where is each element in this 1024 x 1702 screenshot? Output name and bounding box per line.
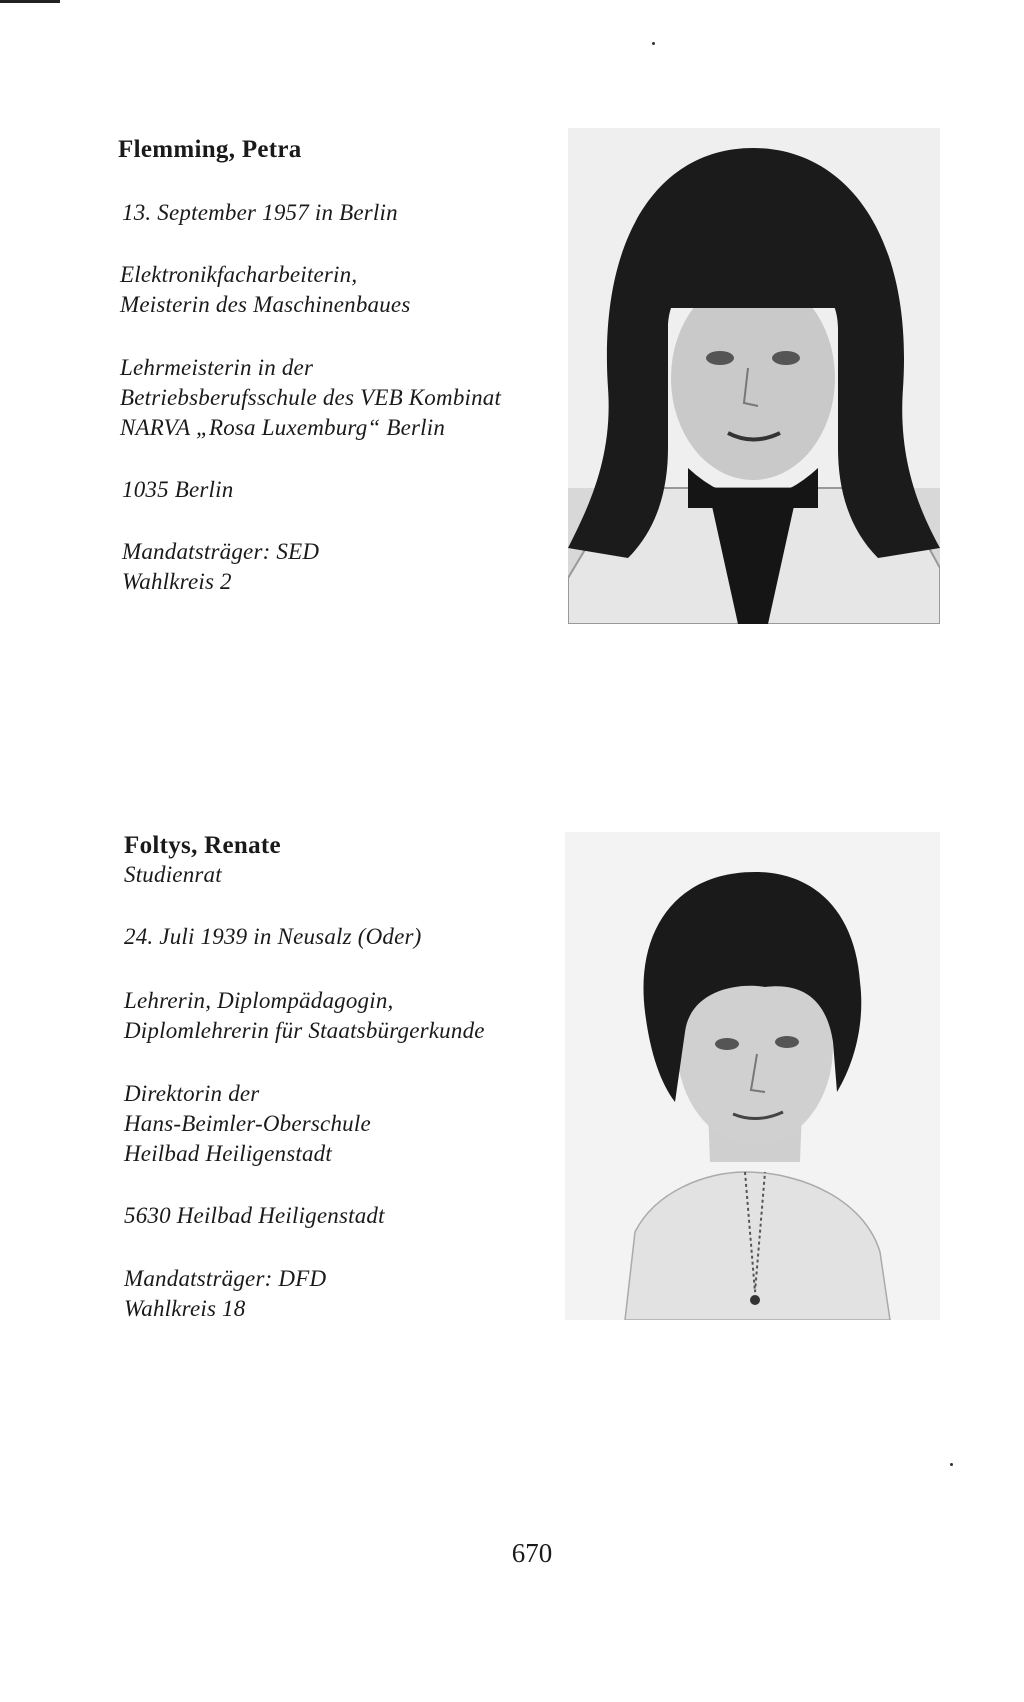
- entry-qualification-line: Diplomlehrerin für Staatsbürgerkunde: [124, 1018, 485, 1043]
- entry-mandate: Mandatsträger: DFD: [124, 1266, 327, 1291]
- entry-occupation-line: NARVA „Rosa Luxemburg“ Berlin: [120, 415, 446, 440]
- entry-name: Foltys, Renate: [124, 832, 281, 859]
- entry-occupation-line: Heilbad Heiligenstadt: [124, 1141, 332, 1166]
- entry-birth: 24. Juli 1939 in Neusalz (Oder): [124, 924, 422, 949]
- portrait-photo: [568, 128, 940, 624]
- page-number: 670: [511, 1538, 553, 1568]
- entry-qualification-line: Lehrerin, Diplompädagogin,: [124, 988, 394, 1013]
- entry-occupation-line: Lehrmeisterin in der: [120, 355, 314, 380]
- entry-qualification-line: Elektronikfacharbeiterin,: [120, 262, 358, 287]
- entry-occupation-line: Hans-Beimler-Oberschule: [124, 1111, 371, 1136]
- portrait-photo: [565, 832, 940, 1320]
- page-corner-mark: [0, 0, 60, 3]
- entry-occupation-line: Direktorin der: [124, 1081, 260, 1106]
- entry-occupation-line: Betriebsberufsschule des VEB Kombinat: [120, 385, 502, 410]
- print-speck: [652, 42, 655, 45]
- print-speck: [950, 1463, 953, 1466]
- entry-residence: 1035 Berlin: [122, 477, 234, 502]
- entry-qualification-line: Meisterin des Maschinenbaues: [120, 292, 411, 317]
- entry-mandate: Mandatsträger: SED: [122, 539, 320, 564]
- entry-residence: 5630 Heilbad Heiligenstadt: [124, 1203, 385, 1228]
- entry-constituency: Wahlkreis 2: [122, 569, 232, 594]
- entry-title: Studienrat: [124, 862, 222, 887]
- entry-name: Flemming, Petra: [118, 136, 302, 163]
- entry-birth: 13. September 1957 in Berlin: [122, 200, 398, 225]
- entry-constituency: Wahlkreis 18: [124, 1296, 246, 1321]
